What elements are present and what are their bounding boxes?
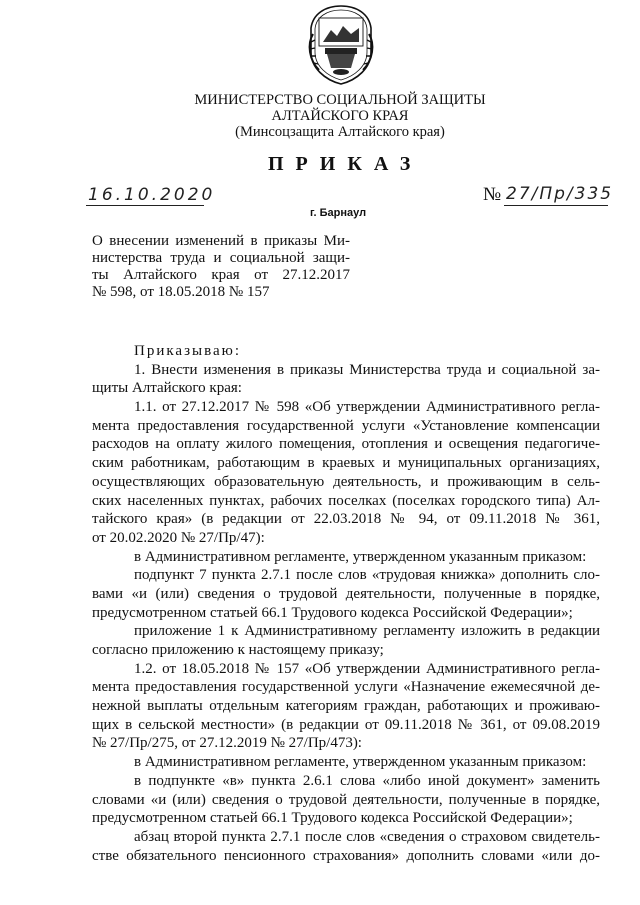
body-line: № 27/Пр/275, от 27.12.2019 № 27/Пр/473):: [92, 735, 362, 752]
body-line: мента предоставления государственной услуги «Назначение ежемесячной де-: [92, 679, 600, 696]
body-line: стве обязательного пенсионного страхования» дополнить словами «или до-: [92, 847, 600, 864]
body-line: предусмотренном статьей 66.1 Трудового кодекса Российской Федерации»;: [92, 604, 573, 621]
body-line: 1.1. от 27.12.2017 № 598 «Об утверждении Административного регла-: [134, 399, 600, 416]
body-line: подпункт 7 пункта 2.7.1 после слов «трудовая книжка» дополнить сло-: [134, 567, 600, 584]
body-line: тайского края» (в редакции от 22.03.2018 № 94, от 09.11.2018 № 361,: [92, 511, 600, 528]
body-line: словами «и (или) сведения о трудовой деятельности, полученные в порядке,: [92, 791, 600, 808]
body-line: в подпункте «в» пункта 2.6.1 слова «либо иной документ» заменить: [134, 772, 600, 789]
org-short-name: (Минсоцзащита Алтайского края): [235, 124, 445, 140]
document-number: 27/Пр/335: [506, 184, 614, 204]
body-line: приложение 1 к Административному регламенту изложить в редакции: [134, 623, 600, 640]
subject-line: нистерства труда и социальной защи-: [92, 250, 350, 266]
body-line: щиты Алтайского края:: [92, 380, 242, 397]
body-line: ских населенных пунктах, рабочих поселках (поселках городского типа) Ал-: [92, 492, 600, 509]
date-underline: [86, 205, 204, 206]
body-line: от 20.02.2020 № 27/Пр/47):: [92, 529, 265, 546]
coat-of-arms-emblem: [305, 4, 377, 86]
number-sign: №: [483, 184, 502, 205]
body-line: расходов на оплату жилого помещения, отопления и освещения педагогиче-: [92, 436, 600, 453]
body-line: абзац второй пункта 2.7.1 после слов «сведения о страховом свидетель-: [134, 828, 600, 845]
body-line: согласно приложению к настоящему приказу;: [92, 642, 384, 658]
body-line: в Административном регламенте, утвержденном указанным приказом:: [134, 548, 587, 565]
org-name-line-2: АЛТАЙСКОГО КРАЯ: [271, 108, 409, 124]
document-date: 16.10.2020: [88, 185, 216, 205]
subject-line: О внесении изменений в приказы Ми-: [92, 233, 350, 249]
body-line: в Административном регламенте, утвержденном указанным приказом:: [134, 754, 587, 771]
body-line: 1.2. от 18.05.2018 № 157 «Об утверждении Административного регла-: [134, 660, 600, 677]
body-line: осуществляющих образовательную деятельность, и проживающим в сель-: [92, 473, 600, 490]
subject-line: № 598, от 18.05.2018 № 157: [92, 284, 270, 300]
number-underline: [504, 205, 608, 206]
body-line: Приказываю:: [134, 343, 241, 359]
body-line: мента предоставления государственной услуги «Установление компенсации: [92, 417, 600, 434]
document-type-title: ПРИКАЗ: [268, 153, 423, 175]
org-name-line-1: МИНИСТЕРСТВО СОЦИАЛЬНОЙ ЗАЩИТЫ: [194, 92, 486, 108]
document-body: [92, 342, 600, 865]
document-subject: [92, 233, 350, 301]
body-line: нежной выплаты отдельным категориям граждан, работающих и проживаю-: [92, 698, 600, 715]
body-line: ским работникам, работающим в краевых и муниципальных организациях,: [92, 455, 600, 472]
city-name: г. Барнаул: [310, 207, 367, 219]
body-line: вами «и (или) сведения о трудовой деятельности, полученные в порядке,: [92, 585, 600, 602]
body-line: предусмотренном статьей 66.1 Трудового кодекса Российской Федерации»;: [92, 810, 573, 827]
body-line: щих в сельской местности» (в редакции от 09.11.2018 № 361, от 09.08.2019: [92, 716, 600, 733]
subject-line: ты Алтайского края от 27.12.2017: [92, 267, 350, 283]
body-line: 1. Внести изменения в приказы Министерства труда и социальной за-: [134, 361, 600, 378]
